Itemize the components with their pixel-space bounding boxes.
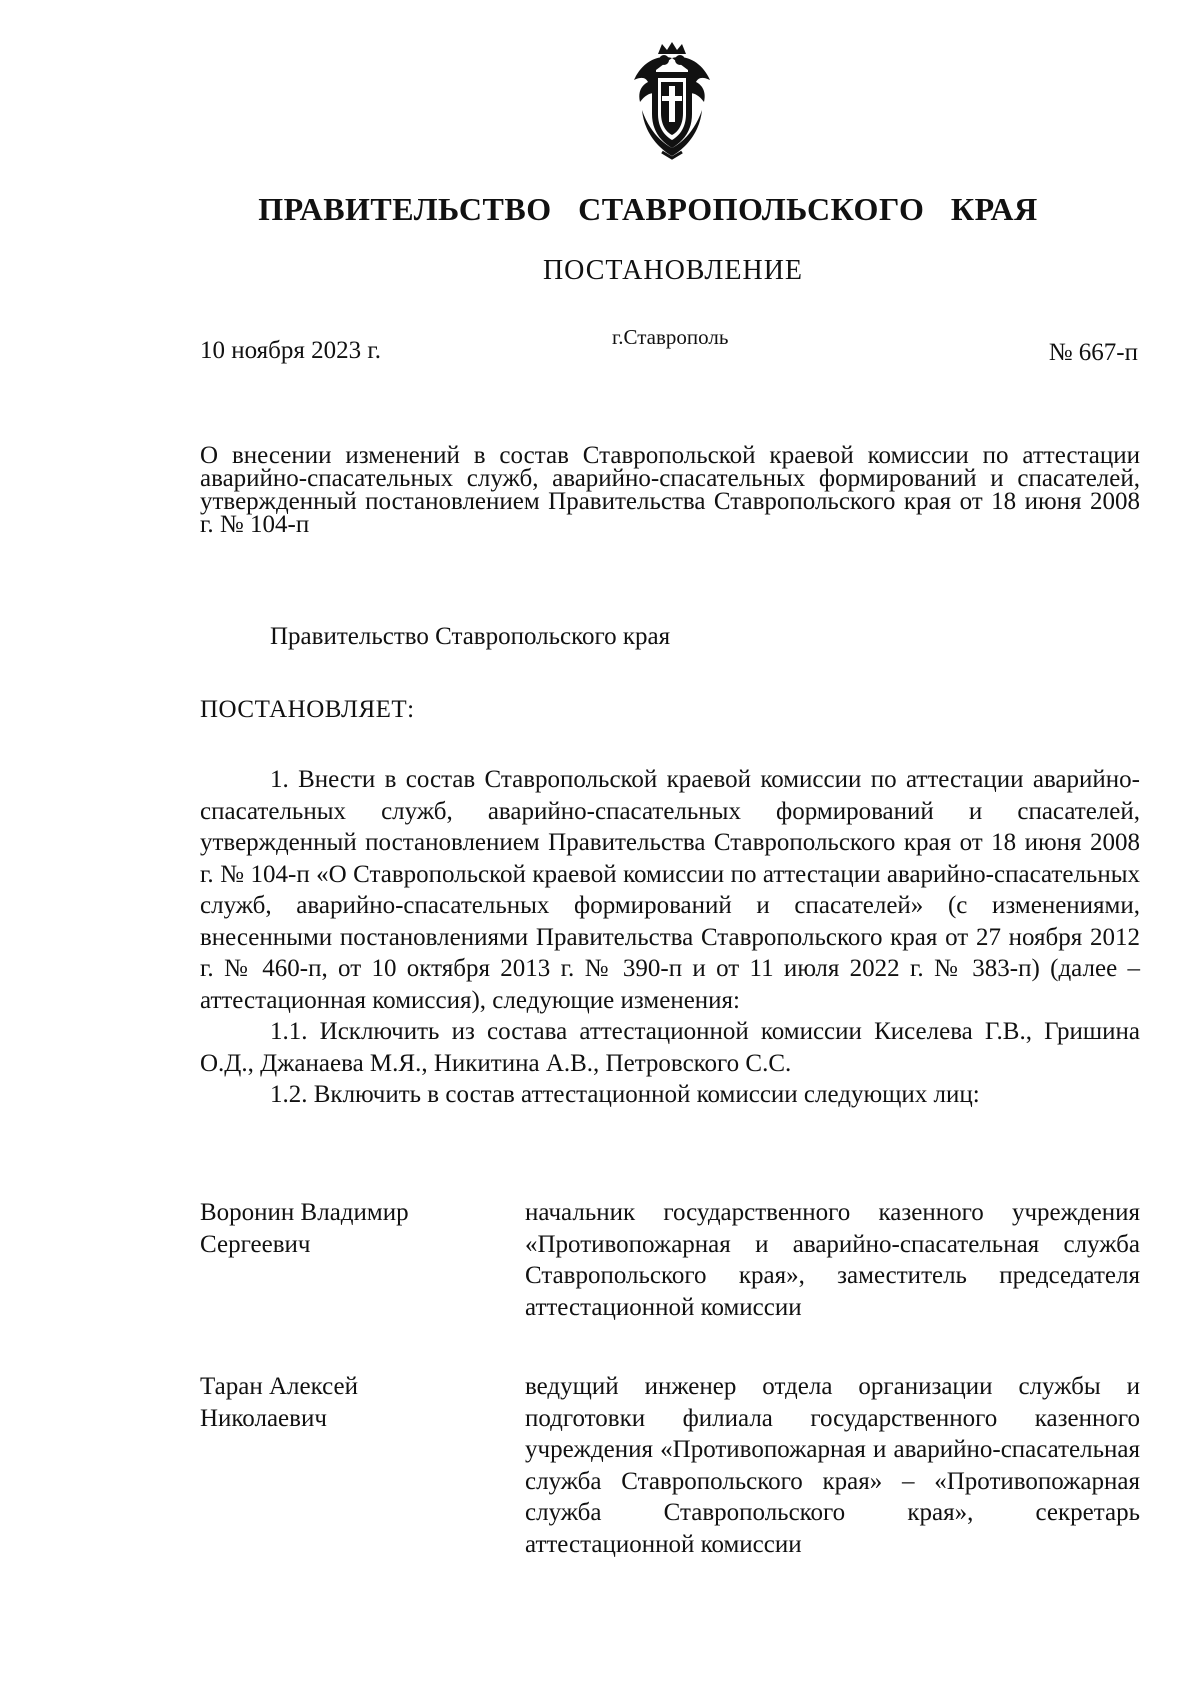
person-patronymic: Николаевич (200, 1404, 327, 1432)
resolves-heading: ПОСТАНОВЛЯЕТ: (200, 696, 415, 723)
document-number: № 667-п (1048, 339, 1138, 366)
paragraph-1: 1. Внести в состав Ставропольской краевой комиссии по аттестации аварийно-спасательных служб, аварийно-спасательных формирований и спасателей, утвержденный постановлением Правительства Ставропольского края от 18 июня 2008 г. № 104-п «О Ставропольской краевой комиссии по аттестации аварийно-спасательных служб, аварийно-спасательных формирований и спасателей» (с изменениями, внесенными постановлениями Правительства Ставропольского края от 27 ноября 2012 г. № 460-п, от 10 октября 2013 г. № 390-п и от 11 июля 2022 г. № 383-п) (далее – аттестационная комиссия), следующие изменения: (200, 766, 1140, 1014)
document-date: 10 ноября 2023 г. (200, 337, 382, 364)
document-type: ПОСТАНОВЛЕНИЕ (542, 255, 804, 286)
person-surname-name: Воронин Владимир (200, 1199, 409, 1226)
document-city: г.Ставрополь (612, 325, 729, 349)
person-name (200, 1371, 525, 1560)
person-patronymic: Сергеевич (200, 1230, 311, 1258)
person-role: начальник государственного казенного учреждения «Противопожарная и аварийно-спасательная служба Ставропольского края», заместитель председателя аттестационной комиссии (525, 1199, 1140, 1321)
person-role: ведущий инженер отдела организации службы и подготовки филиала государственного казенного учреждения «Противопожарная и аварийно-спасательная служба Ставропольского края» – «Противопожарная служба Ставропольского края», секретарь аттестационной комиссии (525, 1373, 1140, 1558)
paragraph-1-1: 1.1. Исключить из состава аттестационной комиссии Киселева Г.В., Гришина О.Д., Джанаева М.Я., Никитина А.В., Петровского С.С. (200, 1018, 1140, 1077)
person-name (200, 1197, 525, 1323)
persons-list (200, 1197, 1140, 1560)
coat-of-arms-icon (628, 40, 716, 160)
document-body (200, 764, 1140, 1111)
paragraph-1-2: 1.2. Включить в состав аттестационной комиссии следующих лиц: (270, 1081, 980, 1108)
organization-title: ПРАВИТЕЛЬСТВО СТАВРОПОЛЬСКОГО КРАЯ (258, 191, 1038, 227)
document-subject: О внесении изменений в состав Ставропольской краевой комиссии по аттестации аварийно-спасательных служб, аварийно-спасательных формирований и спасателей, утвержденный постановлением Правительства Ставропольского края от 18 июня 2008 г. № 104-п (200, 442, 1140, 538)
person-entry (200, 1371, 1140, 1560)
person-entry (200, 1197, 1140, 1323)
preamble: Правительство Ставропольского края (270, 623, 671, 650)
person-surname-name: Таран Алексей (200, 1373, 358, 1400)
